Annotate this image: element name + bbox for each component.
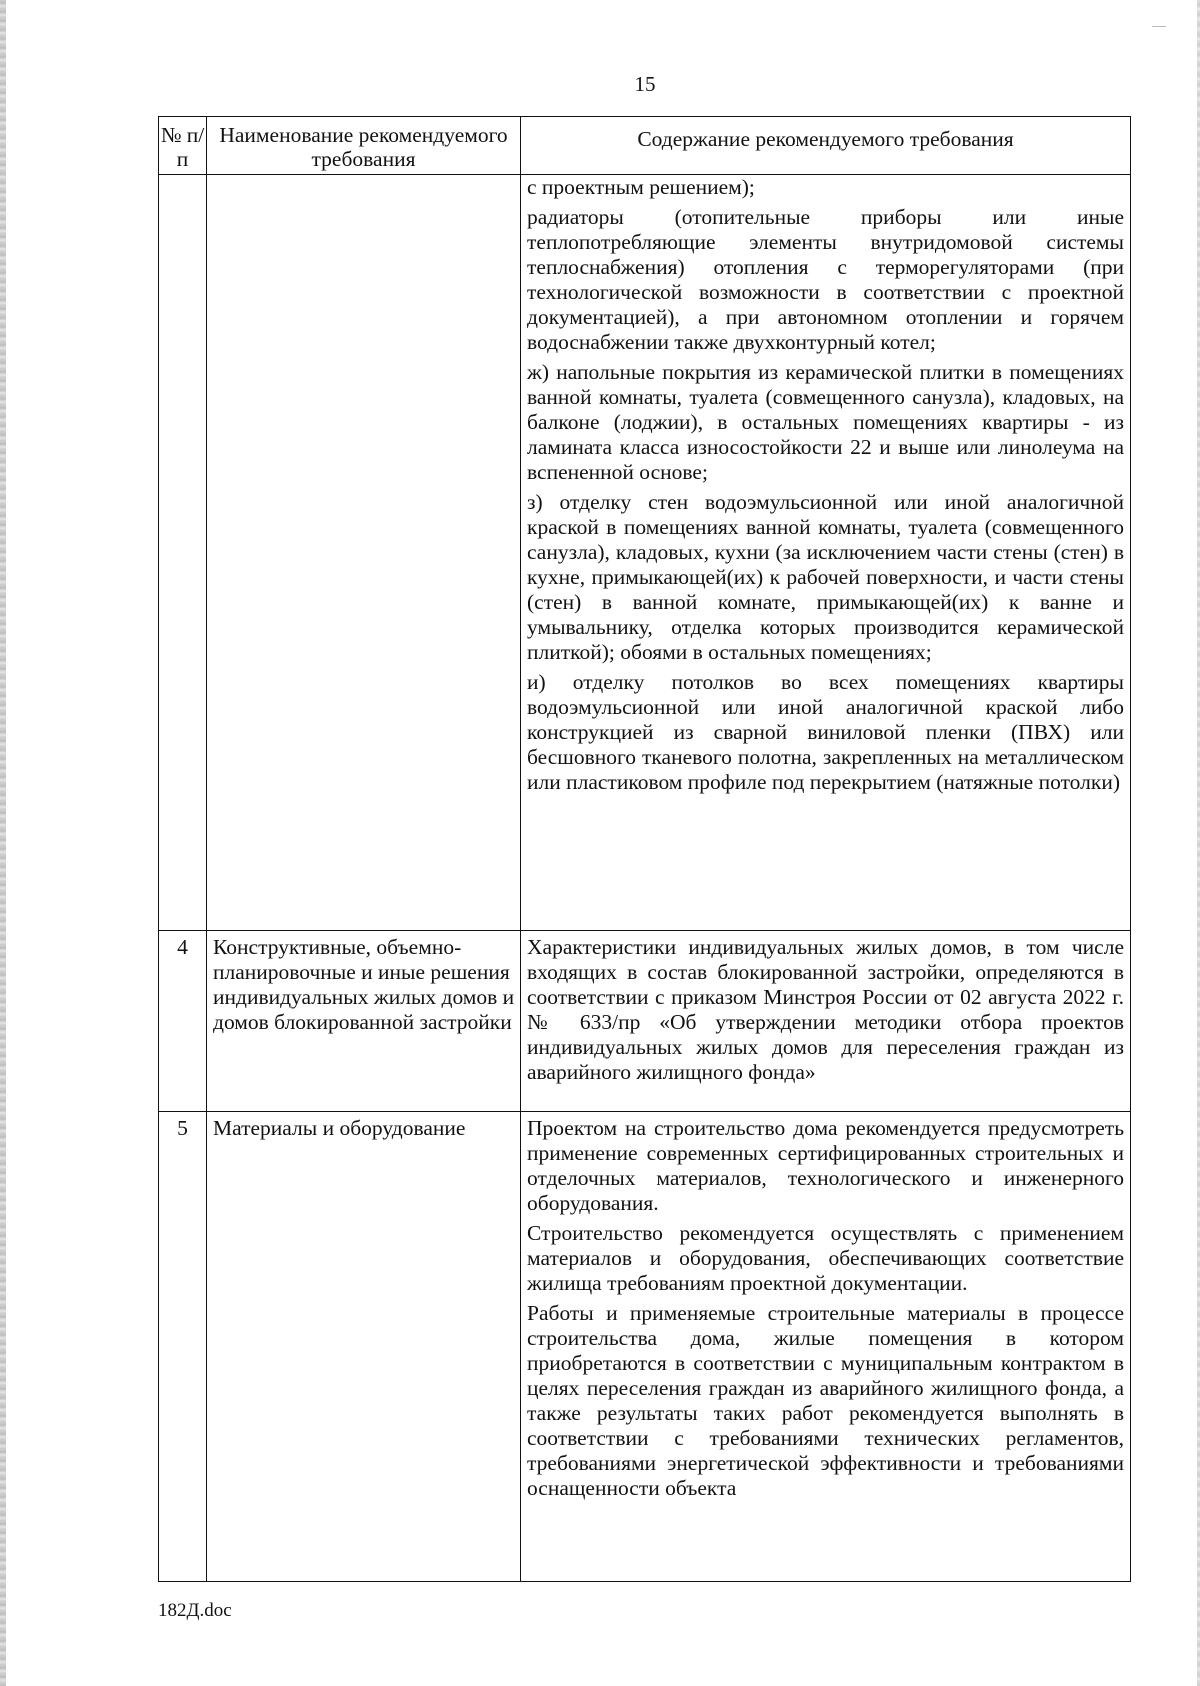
row-name: Материалы и оборудование	[207, 1112, 521, 1582]
requirements-table	[158, 116, 1131, 1582]
row-num	[159, 175, 207, 931]
header-name: Наименование рекомендуемого требования	[207, 117, 521, 175]
row-name: Конструктивные, объемно-планировочные и иные решения индивидуальных жилых домов и домов блокированной застройки	[207, 931, 521, 1112]
page-number: 15	[634, 72, 656, 96]
table-row	[159, 1112, 1131, 1582]
scan-left-edge	[0, 0, 6, 1686]
row-name	[207, 175, 521, 931]
header-num: № п/п	[159, 117, 207, 175]
footer-filename: 182Д.doc	[158, 1600, 232, 1621]
content-paragraph: ж) напольные покрытия из керамической плитки в помещениях ванной комнаты, туалета (совмещенного санузла), кладовых, на балконе (лоджии), в остальных помещениях квартиры - из ламината класса износостойкости 22 и выше или линолеума на вспененной основе;	[527, 360, 1124, 484]
scan-mark	[1152, 26, 1166, 27]
content-paragraph: с проектным решением);	[527, 175, 755, 199]
table-row	[159, 931, 1131, 1112]
header-content: Содержание рекомендуемого требования	[521, 117, 1131, 175]
content-paragraph: Проектом на строительство дома рекомендуется предусмотреть применение современных сертифицированных строительных и отделочных материалов, технологического и инженерного оборудования.	[527, 1116, 1124, 1215]
content-paragraph: Характеристики индивидуальных жилых домов, в том числе входящих в состав блокированной застройки, определяются в соответствии с приказом Минстроя России от 02 августа 2022 г. № 633/пр «Об утверждении методики отбора проектов индивидуальных жилых домов для переселения граждан из аварийного жилищного фонда»	[527, 935, 1124, 1084]
table-row	[159, 175, 1131, 931]
table-header-row	[159, 117, 1131, 175]
row-num: 5	[159, 1112, 207, 1582]
row-num: 4	[159, 931, 207, 1112]
content-paragraph: и) отделку потолков во всех помещениях квартиры водоэмульсионной или иной аналогичной краской либо конструкцией из сварной виниловой пленки (ПВХ) или бесшовного тканевого полотна, закрепленных на металлическом или пластиковом профиле под перекрытием (натяжные потолки)	[527, 670, 1124, 794]
content-paragraph: з) отделку стен водоэмульсионной или иной аналогичной краской в помещениях ванной комнаты, туалета (совмещенного санузла), кладовых, кухни (за исключением части стены (стен) в кухне, примыкающей(их) к рабочей поверхности, и части стены (стен) в ванной комнате, примыкающей(их) к ванне и умывальнику, отделка которых производится керамической плиткой); обоями в остальных помещениях;	[527, 490, 1124, 664]
row-content	[521, 175, 1131, 931]
row-content	[521, 931, 1131, 1112]
content-paragraph: Строительство рекомендуется осуществлять с применением материалов и оборудования, обеспечивающих соответствие жилища требованиям проектной документации.	[527, 1221, 1124, 1295]
row-content	[521, 1112, 1131, 1582]
content-paragraph: Работы и применяемые строительные материалы в процессе строительства дома, жилые помещения в котором приобретаются в соответствии с муниципальным контрактом в целях переселения граждан из аварийного жилищного фонда, а также результаты таких работ рекомендуется выполнять в соответствии с требованиями технических регламентов, требованиями энергетической эффективности и требованиями оснащенности объекта	[527, 1301, 1124, 1500]
content-paragraph: радиаторы (отопительные приборы или иные теплопотребляющие элементы внутридомовой системы теплоснабжения) отопления с терморегуляторами (при технологической возможности в соответствии с проектной документацией), а при автономном отоплении и горячем водоснабжении также двухконтурный котел;	[527, 205, 1124, 354]
